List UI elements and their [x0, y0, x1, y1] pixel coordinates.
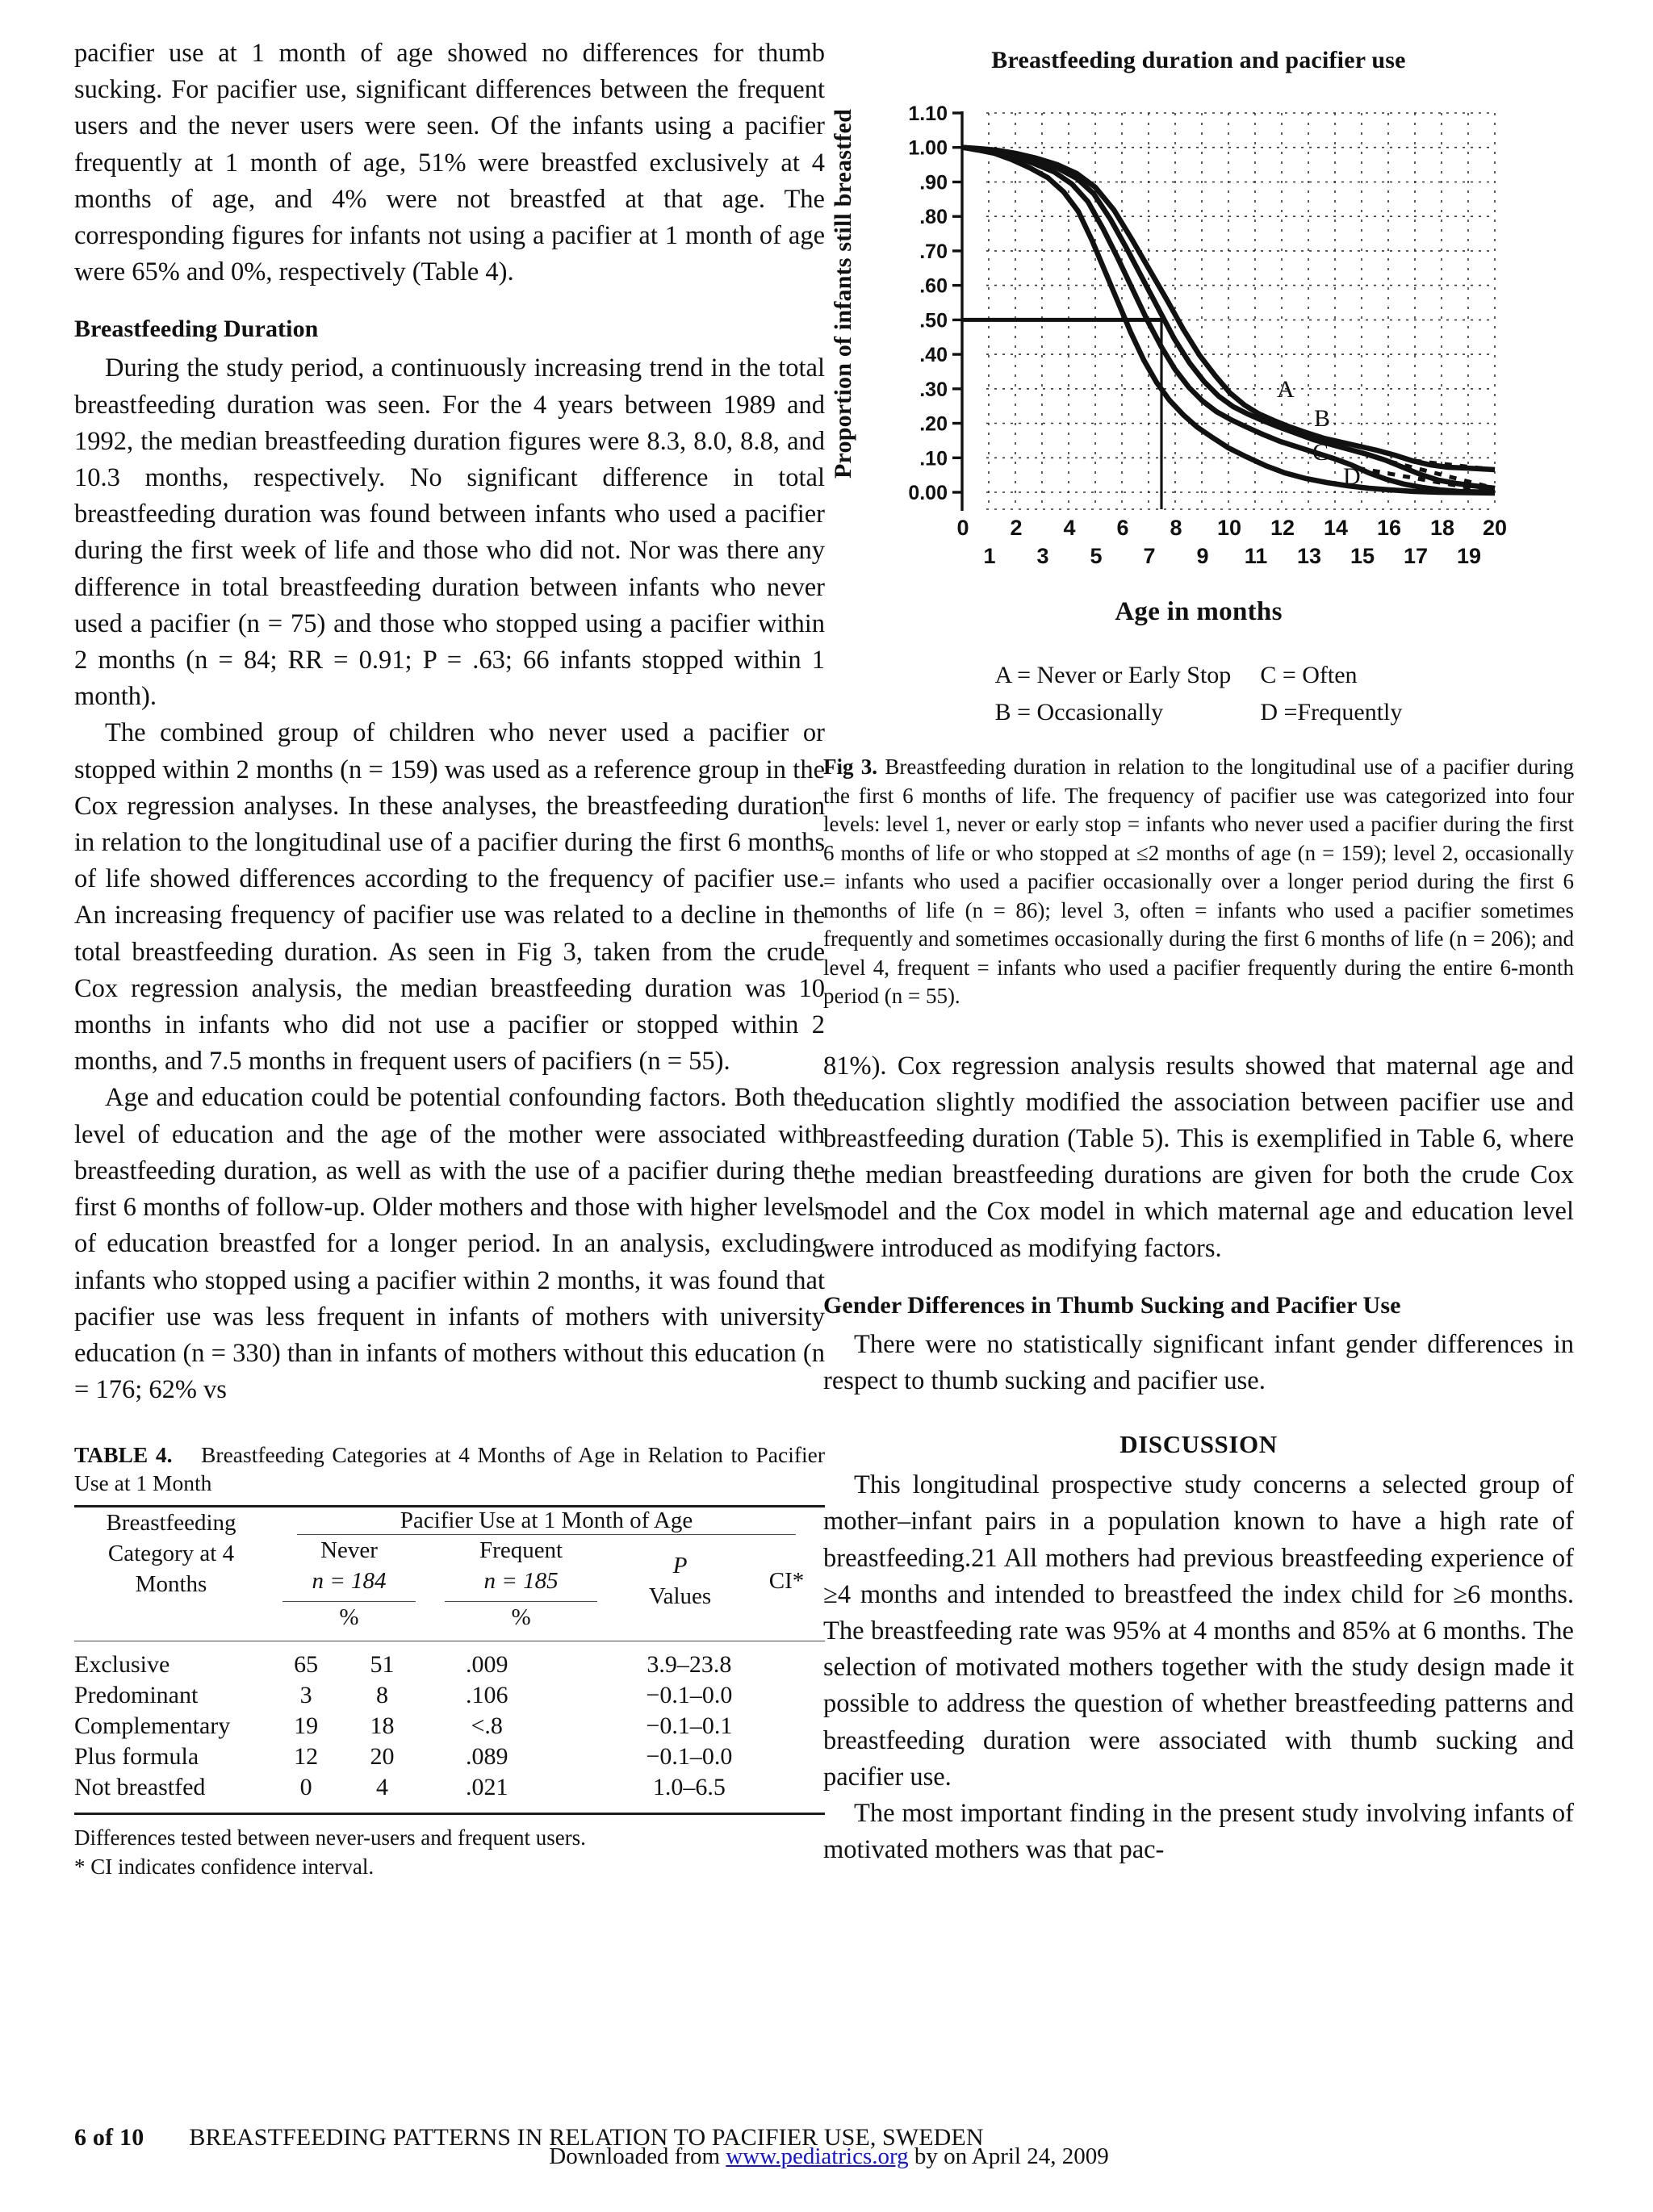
cell-frequent: 4	[375, 1774, 388, 1801]
curve-label-C: C	[1312, 439, 1329, 466]
page-footer	[74, 2124, 1584, 2169]
page-number: 6 of 10	[74, 2124, 144, 2151]
cell-frequent: 20	[370, 1743, 395, 1771]
chart-x-tick-labels-odd-svg	[857, 537, 1519, 575]
cell-frequent: 51	[370, 1651, 395, 1679]
ytick: .20	[919, 412, 948, 436]
legend-item-b: B = Occasionally	[994, 699, 1164, 725]
table-4-label: TABLE 4.	[74, 1442, 173, 1468]
download-suffix: by on April 24, 2009	[908, 2143, 1109, 2169]
curve-label-A: A	[1277, 376, 1295, 403]
cell-p: .106	[465, 1682, 508, 1709]
curve-label-B: B	[1314, 405, 1331, 432]
chart-x-tick-labels-even	[956, 516, 1507, 540]
cell-frequent: 8	[375, 1682, 388, 1709]
paragraph-discussion-1: This longitudinal prospective study concerns a selected group of mother–infant pairs in a population known to have a high rate of breastfeeding.21 All mothers had previous breastfeeding experience of ≥4 months and intended to breastfeed the index child for ≥6 months. The breastfeeding rate was 95% at 4 months and 85% at 6 months. The selection of motivated mothers together with the study design made it possible to address the question of whether breastfeeding patterns and breastfeeding duration were associated with thumb sucking and pacifier use.	[823, 1470, 1574, 1792]
left-column	[74, 36, 825, 1881]
paragraph-duration-3: Age and education could be potential confounding factors. Both the level of education and the age of the mother were associated with breastfeeding duration, as well as with the use of a pacifier during the first 6 months of follow-up. Older mothers and those with higher levels of education breastfed for a longer period. In an analysis, excluding infants who stopped using a pacifier within 2 months, it was found that pacifier use was less frequent in infants of mothers with university education (n = 330) than in infants of mothers without this education (n = 176; 62% vs	[74, 1083, 825, 1405]
ytick: .80	[919, 206, 948, 229]
xtick-odd: 1	[983, 544, 996, 568]
heading-discussion: DISCUSSION	[1119, 1430, 1278, 1459]
cell-never: 19	[294, 1712, 319, 1740]
running-head: BREASTFEEDING PATTERNS IN RELATION TO PACIFIER USE, SWEDEN	[189, 2124, 984, 2151]
col-sub-never: n = 184	[312, 1568, 387, 1595]
chart-plot-area	[857, 89, 1574, 575]
cell-never: 65	[294, 1651, 319, 1679]
cell-category: Predominant	[74, 1682, 199, 1709]
cell-ci: −0.1–0.1	[646, 1712, 733, 1740]
pediatrics-link[interactable]: www.pediatrics.org	[726, 2143, 909, 2169]
xtick-even: 10	[1216, 516, 1242, 540]
xtick-odd: 5	[1090, 544, 1103, 568]
table-stub-header: Breastfeeding Category at 4 Months	[106, 1510, 236, 1598]
xtick-even: 0	[956, 516, 969, 540]
xtick-odd: 19	[1456, 544, 1482, 568]
xtick-even: 12	[1270, 516, 1295, 540]
xtick-even: 18	[1429, 516, 1455, 540]
ytick: .10	[919, 447, 948, 470]
table-footnote-2: * CI indicates confidence interval.	[74, 1854, 375, 1880]
col-sub-p: Values	[648, 1583, 712, 1610]
xtick-even: 16	[1376, 516, 1402, 540]
figure-caption-label: Fig 3.	[823, 755, 878, 779]
cell-category: Plus formula	[74, 1743, 199, 1771]
col-sub-frequent: n = 185	[483, 1568, 559, 1595]
download-stamp	[74, 2143, 1584, 2170]
col-head-never: Never n = 184 %	[268, 1535, 430, 1633]
cell-p: <.8	[471, 1712, 503, 1740]
cell-category: Exclusive	[74, 1651, 170, 1679]
paragraph-duration-2: The combined group of children who never used a pacifier or stopped within 2 months (n = 159) was used as a reference group in the Cox regression analyses. In these analyses, the breastfeeding duration in relation to the longitudinal use of a pacifier during the first 6 months of life showed differences according to the frequency of pacifier use. An increasing frequency of pacifier use was related to a decline in the total breastfeeding duration. As seen in Fig 3, taken from the crude Cox regression analysis, the median breastfeeding duration was 10 months in infants who did not use a pacifier or stopped within 2 months, and 7.5 months in frequent users of pacifiers (n = 55).	[74, 718, 825, 1077]
col-unit-never: %	[339, 1604, 359, 1631]
ytick: .60	[919, 274, 948, 298]
paragraph-discussion-2: The most important finding in the present study involving infants of motivated mothers was that pac-	[823, 1798, 1574, 1865]
xtick-even: 2	[1010, 516, 1023, 540]
table-row	[74, 1680, 825, 1711]
figure-caption	[823, 753, 1574, 1011]
cell-ci: 1.0–6.5	[652, 1774, 726, 1801]
cell-p: .089	[465, 1743, 508, 1771]
ytick: .50	[919, 309, 948, 332]
chart-y-axis	[952, 111, 962, 511]
xtick-odd: 17	[1403, 544, 1429, 568]
cell-category: Complementary	[74, 1712, 231, 1740]
xtick-even: 6	[1116, 516, 1129, 540]
cell-never: 0	[299, 1774, 312, 1801]
xtick-even: 4	[1063, 516, 1076, 540]
ytick: .30	[919, 378, 948, 401]
xtick-odd: 9	[1196, 544, 1209, 568]
col-unit-frequent: %	[511, 1604, 531, 1631]
ytick: .70	[919, 240, 948, 263]
cell-frequent: 18	[370, 1712, 395, 1740]
table-4-body	[74, 1650, 825, 1803]
table-4-title	[74, 1441, 825, 1497]
table-4-title-text: Breastfeeding Categories at 4 Months of Age in Relation to Pacifier Use at 1 Month	[74, 1442, 826, 1496]
col-head-frequent: Frequent n = 185 %	[430, 1535, 612, 1633]
paragraph-duration-1: During the study period, a continuously increasing trend in the total breastfeeding duration was seen. For the 4 years between 1989 and 1992, the median breastfeeding duration figures were 8.3, 8.0, 8.8, and 10.3 months, respectively. No significant difference in total breastfeeding duration was found between infants who used a pacifier during the first week of life and those who did not. Nor was there any difference in total breastfeeding duration between infants who never used a pacifier (n = 75) and those who stopped using a pacifier within 2 months (n = 84; RR = 0.91; P = .63; 66 infants stopped within 1 month).	[74, 353, 825, 712]
table-row	[74, 1711, 825, 1742]
chart-title: Breastfeeding duration and pacifier use	[991, 47, 1406, 73]
cell-p: .009	[465, 1651, 508, 1679]
table-row	[74, 1650, 825, 1680]
xtick-odd: 15	[1350, 544, 1375, 568]
right-column	[823, 36, 1574, 1868]
legend-item-c: C = Often	[1260, 662, 1358, 688]
cell-never: 12	[294, 1743, 319, 1771]
paragraph-continuation: pacifier use at 1 month of age showed no differences for thumb sucking. For pacifier use, significant differences between the frequent users and the never users were seen. Of the infants using a pacifier frequently at 1 month of age, 51% were breastfed exclusively at 4 months of age, and 4% were not breastfed at that age. The corresponding figures for infants not using a pacifier at 1 month of age were 65% and 0%, respectively (Table 4).	[74, 39, 825, 287]
table-4-grid	[74, 1507, 825, 1633]
xtick-even: 20	[1482, 516, 1508, 540]
legend-item-a: A = Never or Early Stop	[994, 662, 1232, 688]
table-bottom-rule	[74, 1813, 825, 1815]
ytick: 0.00	[908, 482, 948, 504]
paragraph-81-continuation: 81%). Cox regression analysis results showed that maternal age and education slightly modified the association between pacifier use and breastfeeding duration (Table 5). This is exemplified in Table 6, where the median breastfeeding durations are given for both the crude Cox model and the Cox model in which maternal age and education level were introduced as modifying factors.	[823, 1051, 1574, 1263]
col-head-ci: CI*	[768, 1568, 805, 1595]
survival-curves-svg	[857, 89, 1519, 541]
table-footnote-1: Differences tested between never-users and frequent users.	[74, 1825, 586, 1850]
chart-y-tick-labels	[908, 102, 948, 504]
xtick-even: 14	[1323, 516, 1349, 540]
ytick: .90	[919, 171, 948, 194]
heading-gender-differences: Gender Differences in Thumb Sucking and Pacifier Use	[823, 1291, 1401, 1319]
legend-item-d: D =Frequently	[1260, 699, 1403, 725]
heading-breastfeeding-duration: Breastfeeding Duration	[74, 316, 319, 343]
ytick: 1.00	[908, 136, 948, 160]
figure-caption-text: Breastfeeding duration in relation to the longitudinal use of a pacifier during the first 6 months of life. The frequency of pacifier use was categorized into four levels: level 1, never or early stop = infants who never used a pacifier during the first 6 months of life or who stopped at ≤2 months of age (n = 159); level 2, occasionally = infants who used a pacifier occasionally over a longer period during the first 6 months of life (n = 86); level 3, often = infants who used a pacifier sometimes frequently and sometimes occasionally during the first 6 months of life (n = 206); and level 4, frequent = infants who used a pacifier frequently during the entire 6-month period (n = 55).	[823, 755, 1574, 1008]
col-head-p: P Values	[648, 1553, 712, 1610]
table-row	[74, 1772, 825, 1803]
cell-ci: −0.1–0.0	[646, 1682, 733, 1709]
cell-ci: 3.9–23.8	[647, 1651, 732, 1679]
curve-label-D: D	[1343, 463, 1361, 490]
table-4	[74, 1441, 825, 1881]
table-header-row-spanner	[74, 1507, 825, 1534]
chart-y-axis-label: Proportion of infants still breastfed	[830, 109, 856, 479]
cell-never: 3	[299, 1682, 312, 1709]
paragraph-gender: There were no statistically significant infant gender differences in respect to thumb sucking and pacifier use.	[823, 1329, 1574, 1395]
cell-ci: −0.1–0.0	[646, 1743, 733, 1771]
xtick-odd: 11	[1244, 544, 1268, 568]
xtick-even: 8	[1170, 516, 1182, 540]
chart-legend	[823, 659, 1574, 729]
xtick-odd: 7	[1143, 544, 1156, 568]
xtick-odd: 13	[1296, 544, 1322, 568]
cell-p: .021	[465, 1774, 508, 1801]
download-prefix: Downloaded from	[549, 2143, 726, 2169]
ytick: 1.10	[908, 102, 948, 125]
ytick: .40	[919, 344, 948, 367]
figure-3	[823, 47, 1574, 1011]
xtick-odd: 3	[1036, 544, 1049, 568]
table-row	[74, 1742, 825, 1772]
chart-x-axis-label: Age in months	[1115, 597, 1283, 626]
table-spanner-header: Pacifier Use at 1 Month of Age	[400, 1507, 693, 1534]
cell-category: Not breastfed	[74, 1774, 206, 1801]
